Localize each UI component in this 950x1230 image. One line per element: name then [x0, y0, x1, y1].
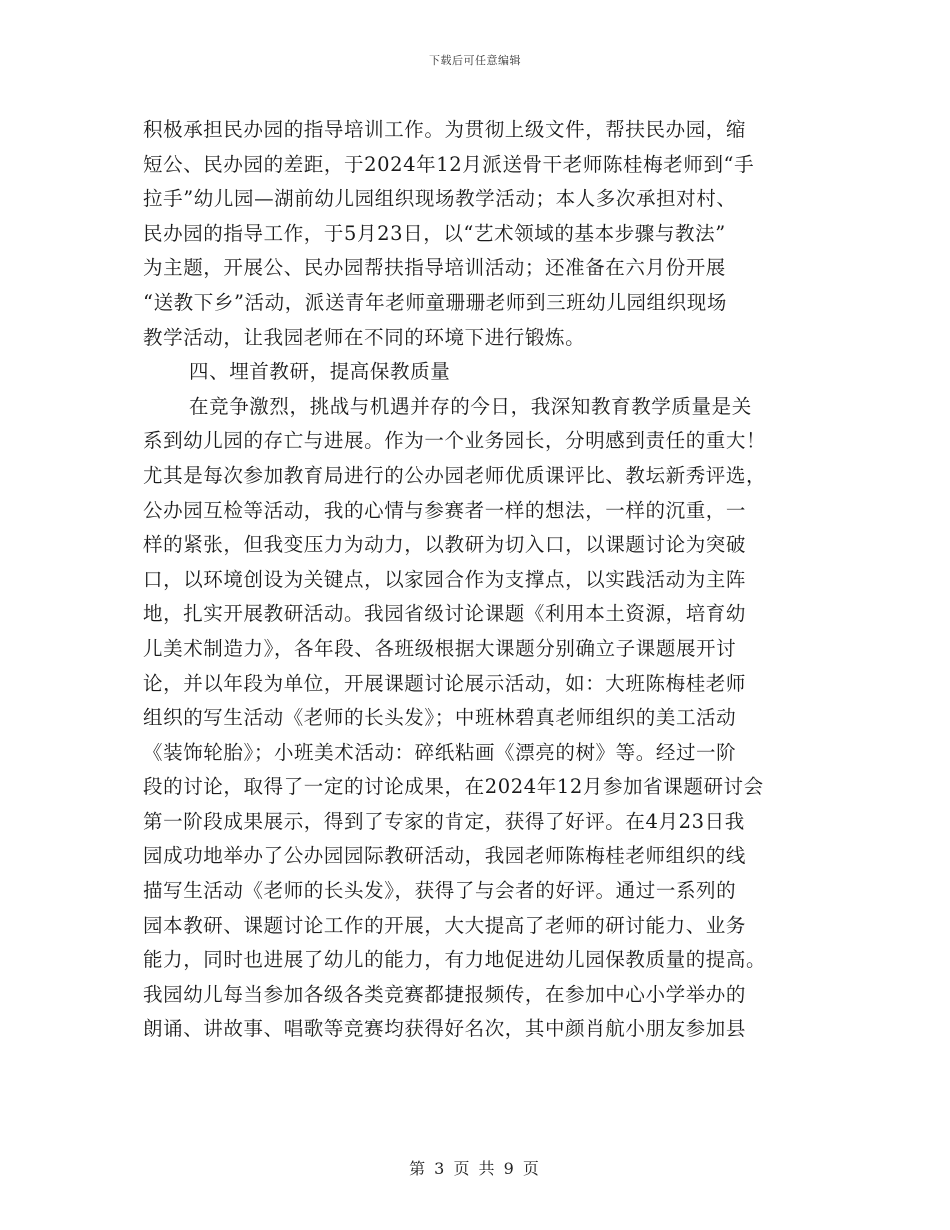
text-line: 口，以环境创设为关键点，以家园合作为支撑点，以实践活动为主阵	[143, 567, 747, 591]
page-number: 第 3 页 共 9 页	[409, 1159, 541, 1178]
text-line: 我园幼儿每当参加各级各类竞赛都捷报频传，在参加中心小学举办的	[143, 982, 747, 1006]
text-line: 公办园互检等活动，我的心情与参赛者一样的想法，一样的沉重，一	[143, 498, 747, 522]
document-body	[143, 113, 803, 1047]
text-line: 为主题，开展公、民办园帮扶指导培训活动；还准备在六月份开展	[143, 256, 726, 280]
text-line: 论，并以年段为单位，开展课题讨论展示活动，如：大班陈梅桂老师	[143, 671, 747, 695]
page-header-note: 下载后可任意编辑	[429, 54, 521, 67]
text-line: 段的讨论，取得了一定的讨论成果，在2024年12月参加省课题研讨会	[143, 775, 764, 799]
text-line: 朗诵、讲故事、唱歌等竞赛均获得好名次，其中颜肖航小朋友参加县	[143, 1017, 747, 1041]
text-line: 教学活动，让我园老师在不同的环境下进行锻炼。	[143, 325, 586, 349]
text-line: 样的紧张，但我变压力为动力，以教研为切入口，以课题讨论为突破	[143, 533, 747, 557]
text-line: 组织的写生活动《老师的长头发》；中班林碧真老师组织的美工活动	[143, 706, 737, 730]
text-line: 尤其是每次参加教育局进行的公办园老师优质课评比、教坛新秀评选，	[143, 463, 767, 487]
text-line: 园成功地举办了公办园园际教研活动，我园老师陈梅桂老师组织的线	[143, 844, 747, 868]
text-line: 民办园的指导工作，于5月23日，以“艺术领域的基本步骤与教法”	[143, 221, 726, 245]
text-line: 短公、民办园的差距，于2024年12月派送骨干老师陈桂梅老师到“手	[143, 152, 755, 176]
text-line: 系到幼儿园的存亡与进展。作为一个业务园长，分明感到责任的重大！	[143, 429, 767, 453]
text-line: 拉手”幼儿园—湖前幼儿园组织现场教学活动；本人多次承担对村、	[143, 187, 737, 211]
text-line: 地，扎实开展教研活动。我园省级讨论课题《利用本土资源，培育幼	[143, 602, 747, 626]
text-line: 在竞争激烈，挑战与机遇并存的今日，我深知教育教学质量是关	[189, 394, 752, 418]
text-line: 能力，同时也进展了幼儿的能力，有力地促进幼儿园保教质量的提高。	[143, 948, 767, 972]
text-line: 积极承担民办园的指导培训工作。为贯彻上级文件，帮扶民办园，缩	[143, 118, 747, 141]
text-line: 第一阶段成果展示，得到了专家的肯定，获得了好评。在4月23日我	[143, 809, 745, 833]
text-line: 描写生活动《老师的长头发》，获得了与会者的好评。通过一系列的	[143, 879, 737, 903]
text-line: 园本教研、课题讨论工作的开展，大大提高了老师的研讨能力、业务	[143, 913, 747, 937]
text-line: 儿美术制造力》，各年段、各班级根据大课题分别确立子课题展开讨	[143, 636, 737, 660]
section-heading: 四、埋首教研，提高保教质量	[189, 360, 451, 384]
text-line: “送教下乡”活动，派送青年老师童珊珊老师到三班幼儿园组织现场	[143, 290, 727, 314]
text-line: 《装饰轮胎》；小班美术活动：碎纸粘画《漂亮的树》等。经过一阶	[143, 740, 737, 764]
